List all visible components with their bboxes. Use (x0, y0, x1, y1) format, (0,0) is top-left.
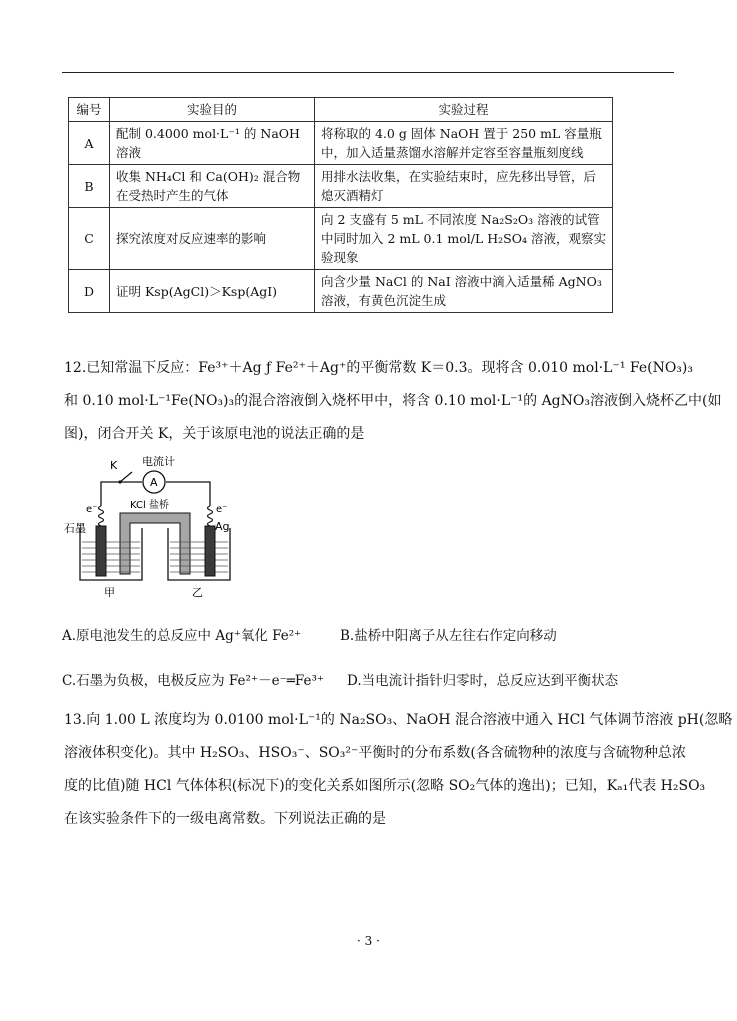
row-purpose: 证明 Ksp(AgCl)＞Ksp(AgI) (110, 270, 315, 313)
electron-left: e⁻ (86, 504, 98, 515)
q12-option-d: D.当电流计指针归零时，总反应达到平衡状态 (347, 673, 619, 689)
q13-line-1: 13.向 1.00 L 浓度均为 0.0100 mol·L⁻¹的 Na₂SO₃、NaOH 混合溶液中通入 HCl 气体调节溶液 pH(忽略 (64, 712, 733, 728)
row-purpose: 探究浓度对反应速率的影响 (110, 208, 315, 270)
header-rule (62, 72, 674, 73)
row-procedure: 向 2 支盛有 5 mL 不同浓度 Na₂S₂O₃ 溶液的试管中同时加入 2 mL 0.1 mol/L H₂SO₄ 溶液，观察实验现象 (315, 208, 613, 270)
q12-option-c: C.石墨为负极，电极反应为 Fe²⁺－e⁻═Fe³⁺ (62, 673, 324, 689)
table-header-row (69, 98, 613, 122)
q12-line-2: 和 0.10 mol·L⁻¹Fe(NO₃)₃的混合溶液倒入烧杯甲中，将含 0.10 mol·L⁻¹的 AgNO₃溶液倒入烧杯乙中(如 (64, 393, 722, 409)
salt-bridge-label: KCl 盐桥 (130, 500, 169, 511)
q13-line-2: 溶液体积变化)。其中 H₂SO₃、HSO₃⁻、SO₃²⁻平衡时的分布系数(各含硫物种的浓度与含硫物种总浓 (64, 745, 686, 761)
q12-option-a: A.原电池发生的总反应中 Ag⁺氧化 Fe²⁺ (62, 628, 302, 644)
table-row (69, 270, 613, 313)
q13-line-4: 在该实验条件下的一级电离常数。下列说法正确的是 (64, 811, 386, 827)
table-row (69, 122, 613, 165)
row-purpose: 收集 NH₄Cl 和 Ca(OH)₂ 混合物在受热时产生的气体 (110, 165, 315, 208)
galvanic-cell-diagram (60, 456, 250, 601)
header-procedure: 实验过程 (315, 98, 613, 122)
q13-line-3: 度的比值)随 HCl 气体体积(标况下)的变化关系如图所示(忽略 SO₂气体的逸出)；已知，Kₐ₁代表 H₂SO₃ (64, 778, 706, 794)
q12-option-b: B.盐桥中阳离子从左往右作定向移动 (340, 628, 557, 644)
page-number: · 3 · (357, 934, 380, 948)
header-purpose: 实验目的 (110, 98, 315, 122)
right-electrode-label: Ag (215, 520, 230, 533)
header-id: 编号 (69, 98, 110, 122)
row-procedure: 用排水法收集，在实验结束时，应先移出导管，后熄灭酒精灯 (315, 165, 613, 208)
row-id: B (69, 165, 110, 208)
row-id: A (69, 122, 110, 165)
row-purpose: 配制 0.4000 mol·L⁻¹ 的 NaOH 溶液 (110, 122, 315, 165)
row-procedure: 将称取的 4.0 g 固体 NaOH 置于 250 mL 容量瓶中，加入适量蒸馏水溶解并定容至容量瓶刻度线 (315, 122, 613, 165)
row-id: D (69, 270, 110, 313)
row-procedure: 向含少量 NaCl 的 NaI 溶液中滴入适量稀 AgNO₃ 溶液，有黄色沉淀生成 (315, 270, 613, 313)
q12-line-1: 12.已知常温下反应：Fe³⁺＋Ag ƒ Fe²⁺＋Ag⁺的平衡常数 K＝0.3。现将含 0.010 mol·L⁻¹ Fe(NO₃)₃ (64, 360, 693, 376)
q12-line-3: 图)，闭合开关 K，关于该原电池的说法正确的是 (64, 426, 365, 442)
switch-label: K (110, 459, 118, 472)
ammeter-symbol: A (150, 476, 158, 489)
right-beaker-label: 乙 (192, 586, 203, 599)
table-row (69, 208, 613, 270)
left-electrode-label: 石墨 (64, 522, 86, 535)
experiment-table (68, 97, 613, 313)
left-beaker-label: 甲 (104, 586, 115, 599)
meter-title: 电流计 (142, 456, 175, 468)
table-row (69, 165, 613, 208)
electron-right: e⁻ (216, 504, 228, 515)
row-id: C (69, 208, 110, 270)
